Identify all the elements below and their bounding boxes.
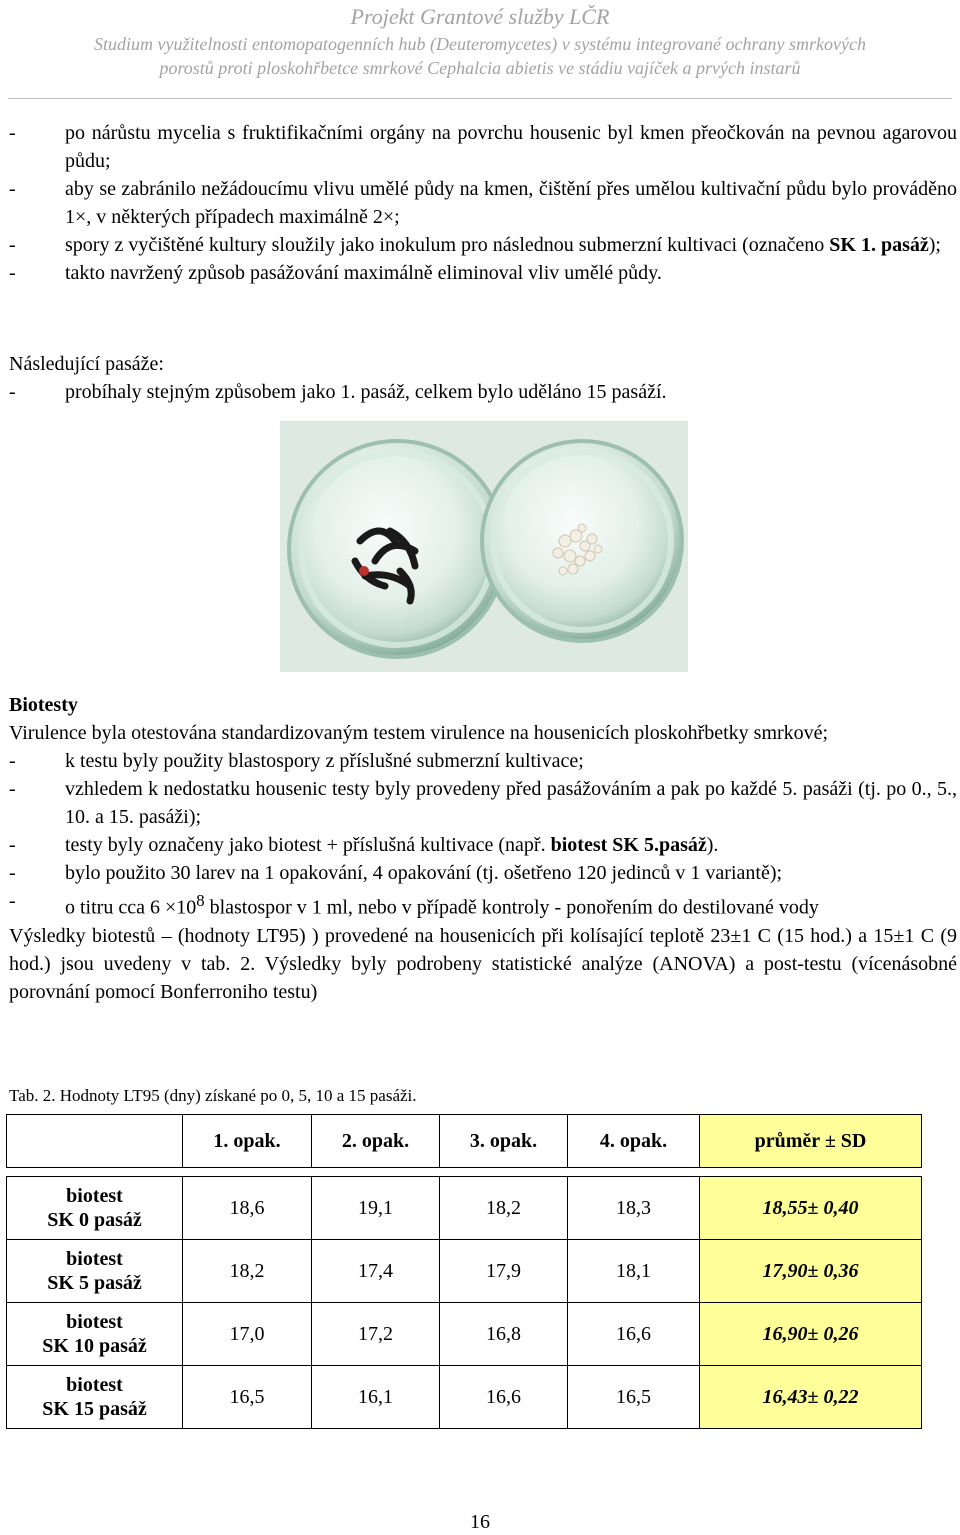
table-cell: 17,0	[183, 1303, 312, 1366]
row-label: biotest SK 5 pasáž	[7, 1240, 183, 1303]
table-cell: 18,1	[568, 1240, 700, 1303]
page-header	[0, 2, 960, 80]
list-item: - o titru cca $6 \times 10^8$ blastospor v 1 ml, nebo v případě kontroly - ponořením do destilované vody	[9, 890, 819, 919]
lt95-table	[6, 1114, 922, 1429]
mean-cell: 16,90± 0,26	[700, 1303, 922, 1366]
list-item: - po nárůstu mycelia s fruktifikačními orgány na povrchu housenic byl kmen přeočkován na pevnou agarovou půdu;	[9, 122, 957, 172]
table-cell: 16,5	[568, 1366, 700, 1429]
study-title-line-2: porostů proti ploskohřbetce smrkové Cephalcia abietis ve stádiu vajíček a prvých instarů	[159, 58, 801, 78]
table-cell: 18,2	[183, 1240, 312, 1303]
table-row	[7, 1177, 922, 1240]
row-label: biotest SK 0 pasáž	[7, 1177, 183, 1240]
table-cell: 18,6	[183, 1177, 312, 1240]
table-cell: 17,4	[312, 1240, 440, 1303]
table-cell: 16,6	[440, 1366, 568, 1429]
procedure-list	[9, 119, 957, 287]
column-header-mean: průměr ± SD	[700, 1115, 922, 1168]
study-title-line-1: Studium využitelnosti entomopatogenních hub (Deuteromycetes) v systému integrované ochrany smrkových	[94, 34, 866, 54]
row-label: biotest SK 15 pasáž	[7, 1366, 183, 1429]
biotests-section	[9, 691, 957, 1006]
table-cell: 16,8	[440, 1303, 568, 1366]
header-divider	[8, 98, 952, 99]
table-header-row	[7, 1115, 922, 1168]
petri-dishes-photo	[280, 421, 688, 672]
list-item: - bylo použito 30 larev na 1 opakování, 4 opakování (tj. ošetřeno 120 jedinců v 1 variantě);	[9, 862, 783, 884]
list-item: - k testu byly použity blastospory z příslušné submerzní kultivace;	[9, 750, 584, 772]
biotests-intro: Virulence byla otestována standardizovaným testem virulence na housenicích ploskohřbetky smrkové;	[9, 722, 829, 744]
page-number: 16	[470, 1511, 490, 1533]
column-header: 3. opak.	[440, 1115, 568, 1168]
section-heading: Následující pasáže:	[9, 353, 164, 375]
project-title: Projekt Grantové služby LČR	[350, 4, 610, 29]
mean-cell: 16,43± 0,22	[700, 1366, 922, 1429]
biotest-label: biotest SK 5.pasáž	[550, 834, 707, 856]
table-row	[7, 1240, 922, 1303]
list-item: - vzhledem k nedostatku housenic testy byly provedeny před pasážováním a pak po každé 5. pasáži (tj. po 0., 5., 10. a 15. pasáži);	[9, 778, 957, 828]
table-cell: 16,5	[183, 1366, 312, 1429]
results-paragraph: Výsledky biotestů – (hodnoty LT95) ) provedené na housenicích při kolísající teplotě 23±1 C (15 hod.) a 15±1 C (9 hod.) jsou uvedeny v tab. 2. Výsledky byly podrobeny statistické analýze (ANOVA) a post-testu (vícenásobné porovnání pomocí Bonferroniho testu)	[9, 924, 957, 1003]
corner-cell	[7, 1115, 183, 1168]
section-heading: Biotesty	[9, 694, 78, 716]
table-cell: 18,2	[440, 1177, 568, 1240]
table-row	[7, 1303, 922, 1366]
table-caption: Tab. 2. Hodnoty LT95 (dny) získané po 0, 5, 10 a 15 pasáži.	[9, 1086, 417, 1105]
row-label: biotest SK 10 pasáž	[7, 1303, 183, 1366]
column-header: 4. opak.	[568, 1115, 700, 1168]
table-cell: 18,3	[568, 1177, 700, 1240]
list-item: - aby se zabránilo nežádoucímu vlivu umělé půdy na kmen, čištění přes umělou kultivační půdu bylo prováděno 1×, v některých případech maximálně 2×;	[9, 178, 957, 228]
table-cell: 19,1	[312, 1177, 440, 1240]
mean-cell: 17,90± 0,36	[700, 1240, 922, 1303]
sk1-label: SK 1. pasáž	[829, 234, 929, 256]
table-cell: 16,1	[312, 1366, 440, 1429]
list-item: - probíhaly stejným způsobem jako 1. pasáž, celkem bylo uděláno 15 pasáží.	[9, 381, 667, 403]
list-item: - spory z vyčištěné kultury sloužily jako inokulum pro následnou submerzní kultivaci (označeno SK 1. pasáž);	[9, 234, 941, 256]
list-item: - takto navržený způsob pasážování maximálně eliminoval vliv umělé půdy.	[9, 262, 662, 284]
mean-cell: 18,55± 0,40	[700, 1177, 922, 1240]
photo-illustration	[280, 421, 688, 672]
column-header: 2. opak.	[312, 1115, 440, 1168]
table-row	[7, 1366, 922, 1429]
table-cell: 16,6	[568, 1303, 700, 1366]
table-cell: 17,9	[440, 1240, 568, 1303]
table-cell: 17,2	[312, 1303, 440, 1366]
list-item: - testy byly označeny jako biotest + příslušná kultivace (např. biotest SK 5.pasáž).	[9, 834, 719, 856]
column-header: 1. opak.	[183, 1115, 312, 1168]
next-passages-section	[9, 350, 957, 406]
